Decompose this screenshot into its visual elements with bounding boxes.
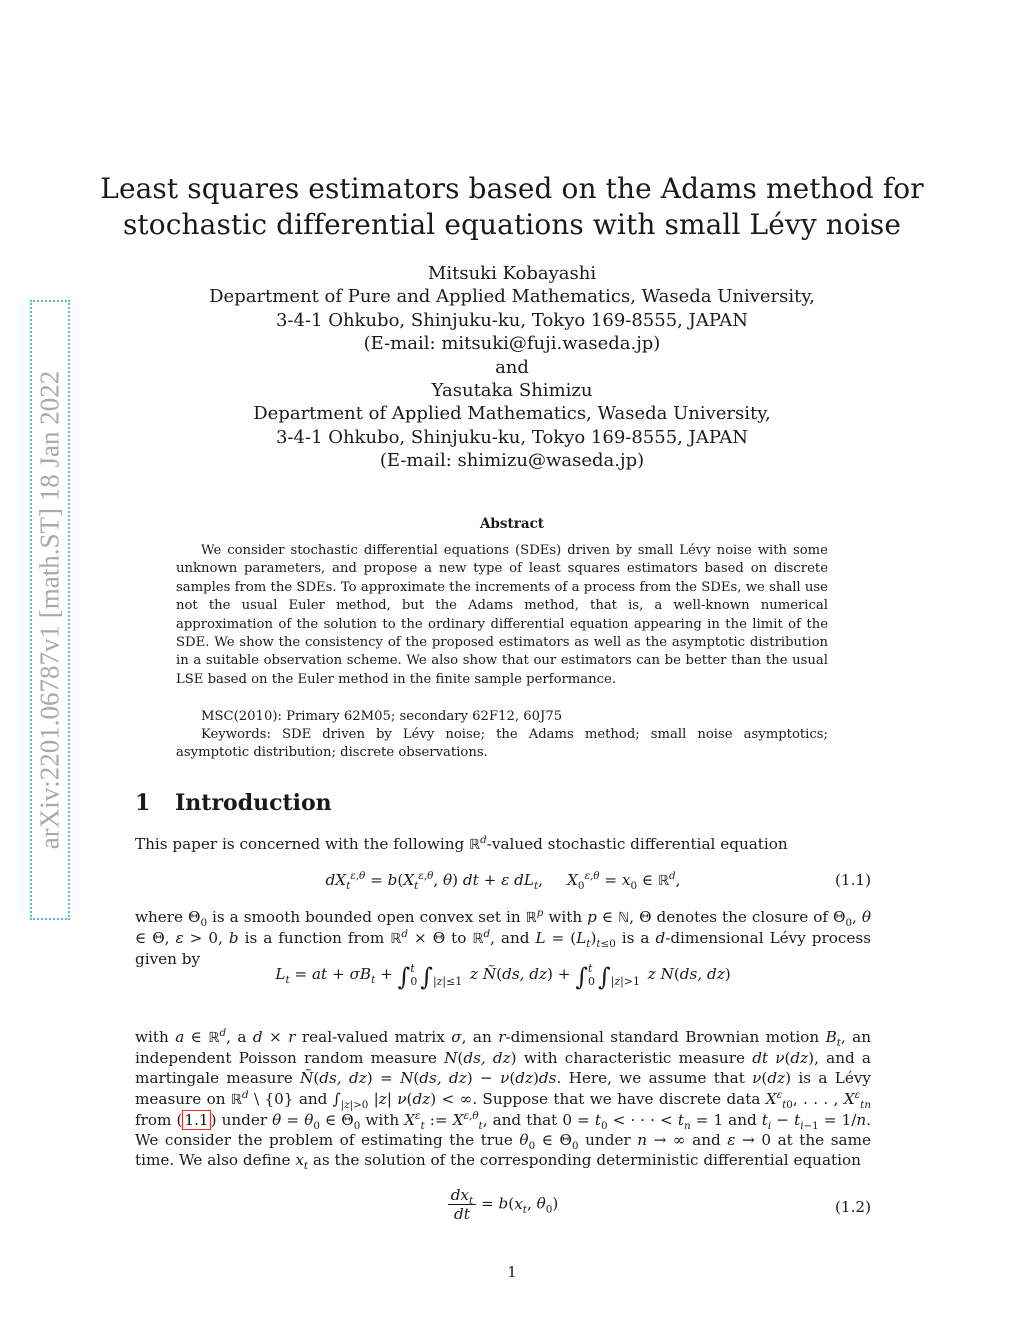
author-address: 3-4-1 Ohkubo, Shinjuku-ku, Tokyo 169-8555, JAPAN xyxy=(275,426,749,448)
page-number: 1 xyxy=(507,1263,517,1281)
author-separator: and xyxy=(495,356,529,378)
section-number: 1 xyxy=(135,790,151,816)
author-affiliation: Department of Applied Mathematics, Waseda University, xyxy=(253,403,771,425)
equation-reference-link[interactable]: 1.1 xyxy=(184,1110,209,1129)
equation-levy-process xyxy=(135,962,871,1012)
author-affiliation: Department of Pure and Applied Mathematics, Waseda University, xyxy=(209,286,815,308)
intro-paragraph-1: This paper is concerned with the following ℝ$^d$-valued stochastic differential equation xyxy=(135,833,788,853)
equation-1-1 xyxy=(135,871,871,895)
author-name: Mitsuki Kobayashi xyxy=(427,263,597,284)
msc-classification xyxy=(176,708,828,726)
title-line-2: stochastic differential equations with small Lévy noise xyxy=(122,208,902,241)
abstract-heading: Abstract xyxy=(479,516,545,532)
keywords: Keywords: SDE driven by Lévy noise; the Adams method; small noise asymptotics; asymptotic distribution; discrete observations. xyxy=(176,727,828,761)
author-email: (E-mail: mitsuki@fuji.waseda.jp) xyxy=(363,333,661,355)
equation-number: (1.2) xyxy=(834,1198,871,1216)
abstract-text: We consider stochastic differential equations (SDEs) driven by small Lévy noise with some unknown parameters, and propose a new type of least squares estimators based on discrete samples from the SDEs. To approximate the increments of a process from the SDEs, we shall use not the usual Euler method, but the Adams method, that is, a well-known numerical approximation of the solution to the ordinary differential equation appearing in the limit of the SDE. We show the consistency of the proposed estimators as well as the asymptotic distribution in a suitable observation scheme. We also show that our estimators can be better than the usual LSE based on the Euler method in the finite sample performance. xyxy=(176,543,828,687)
author-address: 3-4-1 Ohkubo, Shinjuku-ku, Tokyo 169-8555, JAPAN xyxy=(275,309,749,331)
title-line-1: Least squares estimators based on the Adams method for xyxy=(100,172,924,205)
author-block xyxy=(0,262,1024,473)
paper-title xyxy=(0,171,1024,243)
equation-body: $dX_t^{\varepsilon,\theta} = b(X_t^{\varepsilon,\theta}$, θ) dt + ε $dL_t$, $X_0^{\varepsilon,\theta} = x_0$ ∈ ℝ$^d$, xyxy=(325,869,681,893)
equation-number: (1.1) xyxy=(834,871,871,889)
msc-text: MSC(2010): Primary 62M05; secondary 62F12, 60J75 xyxy=(201,709,563,724)
intro-text-after: -valued stochastic differential equation xyxy=(486,835,788,853)
equation-body: $L_t$ = at + $\sigma B_t + \int t$ 0 ∫ |z|≤1 z Ñ(ds, dz) + ∫t 0 ∫ |z|>1 z N(ds, dz) xyxy=(275,962,731,992)
equation-1-2 xyxy=(135,1186,871,1230)
author-name: Yasutaka Shimizu xyxy=(431,380,593,402)
intro-paragraph-3: with a ∈ ℝ$^d$, a d × r real-valued matrix σ, an r-dimensional standard Brownian motion $B_t$, an independent Poisson random measure N(ds, dz) with characteristic measure dt ν(dz), and a martingale measure Ñ(ds, dz) = N(ds, dz) − ν(dz)ds. Here, we assume that ν(dz) is a Lévy measure on ℝ$^d$ \ {0} and $\int_{|z|>0}$ |z| ν(dz) < ∞. Suppose that we have discrete data $X^\varepsilon_{t0}$, . . . , $X^\varepsilon_{tn}$ from ( 1.1 ) under $\theta = \theta_0$ ∈ $\Theta_0$ with $X^\varepsilon_t$ := $X^{\varepsilon,\theta}_t$, and that $0 = t_0$ < · · · < $t_n = 1$ and $t_i - t_{i-1} = 1/n$. We consider the problem of estimating the true $\theta_0$ ∈ $\Theta_0$ under n → ∞ and ε → 0 at the same time. We also define $x_t$ as the solution of the corresponding deterministic differential equation xyxy=(135,1026,871,1173)
section-heading xyxy=(135,790,332,816)
equation-body: $\frac{dx_t}{dt}$ = $b(x_t$, $\theta_0$) xyxy=(135,1186,871,1223)
intro-paragraph-2: where $\Theta_0$ is a smooth bounded open convex set in ℝ$^p$ with p ∈ ℕ, Θ denotes the closure of $\Theta_0$, θ ∈ Θ, ε > 0, b is a function from ℝ$^d$ × Θ to ℝ$^d$, and $L = (L_t)_{t\le 0}$ is a d-dimensional Lévy process given by xyxy=(135,906,871,969)
arxiv-stamp-text: arXiv:2201.06787v1 [math.ST] 18 Jan 2022 xyxy=(34,370,65,850)
section-title: Introduction xyxy=(175,790,332,816)
intro-text-before: This paper is concerned with the following xyxy=(135,835,470,853)
author-email: (E-mail: shimizu@waseda.jp) xyxy=(379,450,645,472)
abstract-body xyxy=(176,542,828,689)
